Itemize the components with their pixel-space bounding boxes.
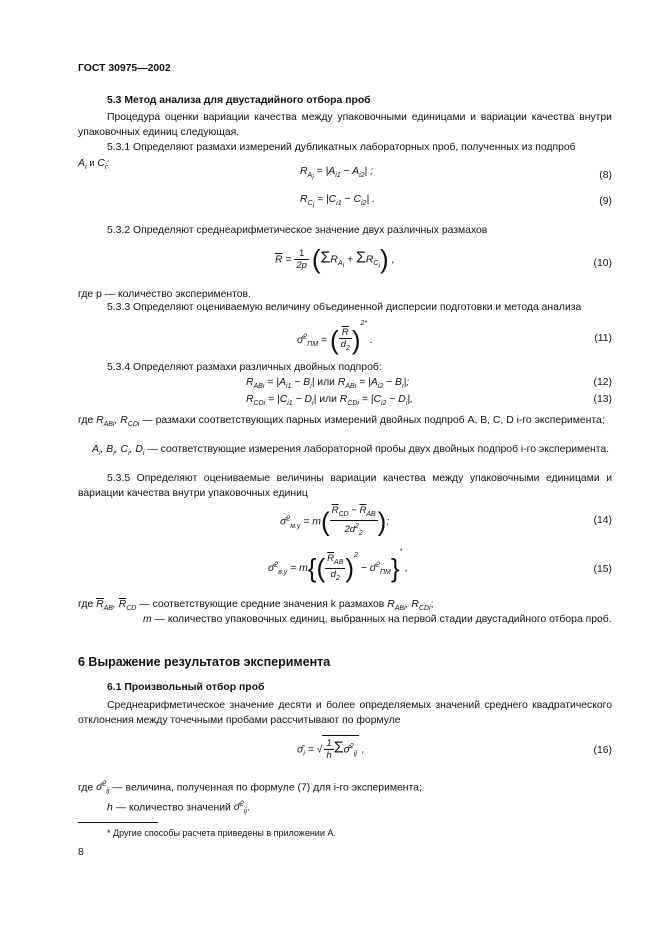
- paragraph-5-3-3: 5.3.3 Определяют оцениваемую величину объединенной дисперсии подготовки и метода анализа: [107, 302, 582, 313]
- paragraph-5-3-2: 5.3.2 Определяют среднеарифметическое значение двух различных размахов: [107, 225, 488, 236]
- equation-number-15: (15): [593, 564, 612, 575]
- where-p: где p — количество экспериментов.: [78, 289, 251, 300]
- paragraph-5-3-1-text: 5.3.1 Определяют размахи измерений дубликатных лабораторных проб, полученных из подпроб: [107, 142, 576, 153]
- equation-10: $\overline{R}$ = $\frac{1}{2p}$ $(\Sigma R_{A_i} + \Sigma R_{C_i})$ ,: [275, 244, 395, 274]
- section-6-title: 6 Выражение результатов эксперимента: [78, 655, 331, 669]
- equation-number-9: (9): [599, 196, 612, 207]
- equation-16: $\sigmâ_i$ = √ $\frac{1}{h}$ Σσ̂$^2_{ij}$ ,: [297, 735, 365, 761]
- paragraph-intro: Процедура оценки вариации качества между упаковочными единицами и вариации качества внутри упаковочных единиц следующая.: [78, 112, 612, 138]
- equation-8: $R_{A_i} = |A_{i1} - A_{i2}|$ ;: [300, 166, 374, 182]
- equation-number-14: (14): [593, 515, 612, 526]
- equation-12: $R_{ABi} = |A_{i1} - B_i|$ или $R_{ABi} = |A_{i2} - B_i|$;: [246, 377, 410, 391]
- equation-number-10: (10): [593, 258, 612, 269]
- section-5-3-title: 5.3 Метод анализа для двустадийного отбора проб: [107, 95, 371, 106]
- equation-14: σ̂$^2_{м.у}$ = m( $\frac{\overline{R}_{CD} - \overline{R}_{AB}}{2d^2_2}$ );: [280, 505, 390, 537]
- equation-15: σ̂$^2_{в.у}$ = m{( $\frac{\overline{R}_{AB}}{d_2}$ )$^2$ − σ̂$^2_{ПМ}$}* ,: [268, 548, 409, 583]
- equation-13: $R_{CDi} = |C_{i1} - D_i|$ или $R_{CDi} = |C_{i2} - D_i|$,: [246, 394, 413, 408]
- equation-9: $R_{C_i} = |C_{i1} - C_{i2}|$ .: [300, 194, 375, 210]
- section-6-1-title: 6.1 Произвольный отбор проб: [107, 682, 265, 693]
- definition-h: h — количество значений σ̂$^2_{ij}$.: [107, 801, 250, 816]
- equation-number-13: (13): [593, 394, 612, 405]
- subsample-symbols: $A_i$ и $C_i$:: [78, 158, 110, 172]
- definition-means: где $\overline{R}_{AB}$, $\overline{R}_{CD}$ — соответствующие средние значения k размахов $R_{ABi}$, $R_{CDi}$;: [78, 599, 434, 613]
- definition-sigma: где σ̂$^2_{ij}$ — величина, полученная по формуле (7) для i-го эксперимента;: [78, 781, 422, 796]
- equation-11: σ̂$^2_{ПМ}$ = ( $\frac{\overline{R}}{d_2}$ )$^{2*}$ .: [297, 320, 373, 355]
- doc-header: ГОСТ 30975—2002: [78, 63, 171, 74]
- paragraph-5-3-1: [78, 140, 612, 155]
- definition-range: где $R_{ABi}$, $R_{CDi}$ — размахи соответствующих парных измерений двойных подпроб A, B, C, D i-го эксперимента;: [78, 415, 605, 429]
- footnote: * Другие способы расчета приведены в приложении А.: [107, 828, 336, 838]
- equation-number-8: (8): [599, 170, 612, 181]
- equation-number-12: (12): [593, 377, 612, 388]
- definition-measurements: $A_i$, $B_i$, $C_i$, $D_i$ — соответствующие измерения лабораторной пробы двух двойных подпроб i-го эксперимента.: [92, 444, 610, 458]
- equation-number-11: (11): [594, 333, 612, 344]
- page-number: 8: [78, 847, 84, 858]
- paragraph-5-3-5: 5.3.5 Определяют оцениваемые величины вариации качества между упаковочными единицами и вариации качества внутри упаковочных единиц: [78, 473, 612, 499]
- equation-number-16: (16): [593, 745, 612, 756]
- paragraph-5-3-4: 5.3.4 Определяют размахи различных двойных подпроб:: [107, 362, 382, 373]
- paragraph-6-1: Среднеарифметическое значение десяти и более определяемых значений среднего квадратического отклонения между точечными пробами рассчитывают по формуле: [78, 700, 612, 726]
- definition-m: m — количество упаковочных единиц, выбранных на первой стадии двустадийного отбора проб.: [143, 614, 612, 625]
- footnote-rule: [78, 822, 158, 823]
